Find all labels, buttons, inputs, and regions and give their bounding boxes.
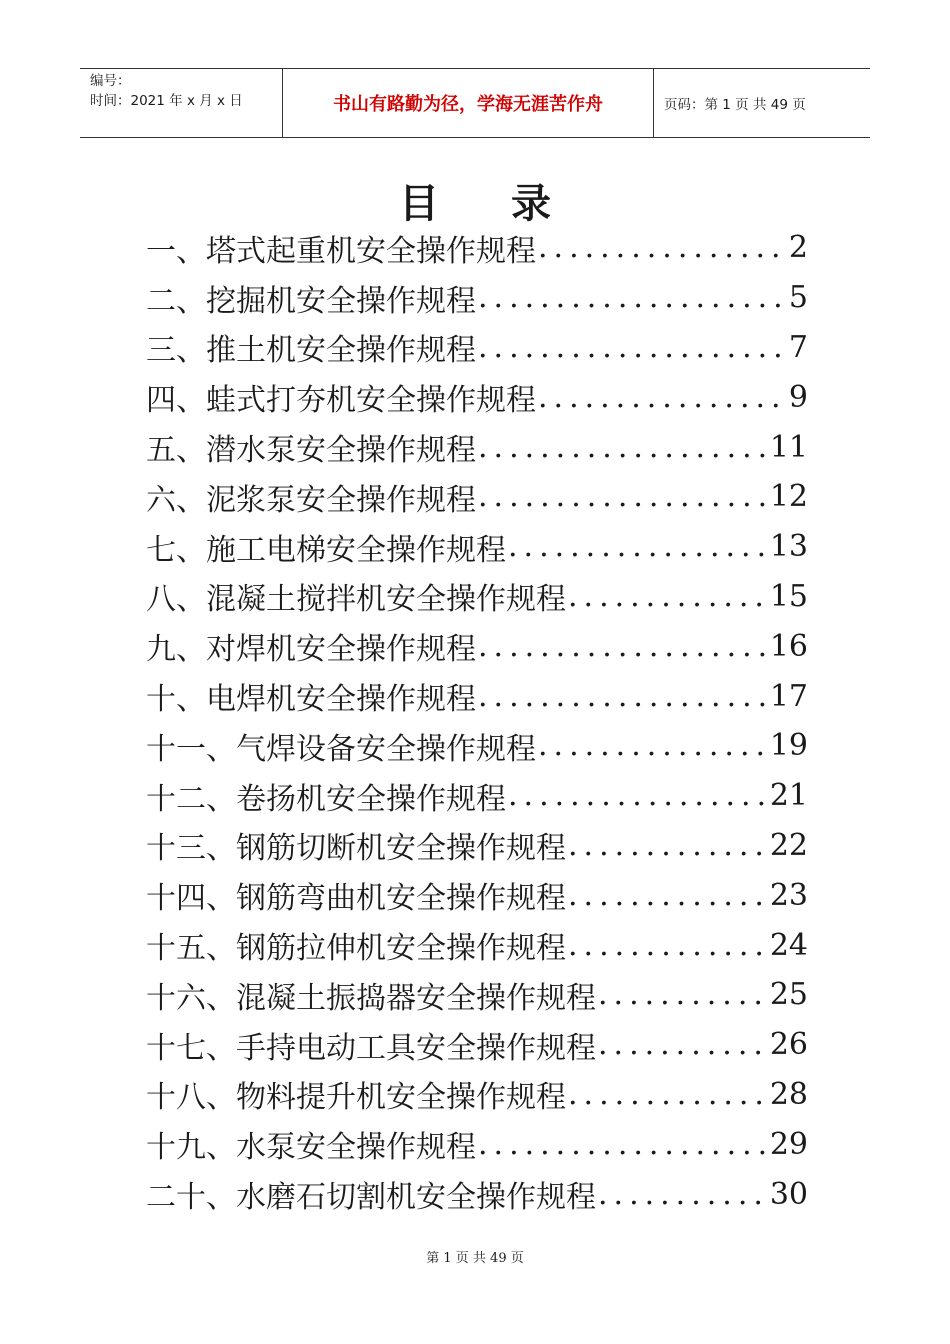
toc-entry-page-number: 25: [769, 977, 808, 1013]
toc-dot-leader: [566, 579, 768, 614]
toc-entry-title: 十四、钢筋弯曲机安全操作规程: [146, 881, 566, 917]
page-header: [80, 68, 870, 138]
document-date: 时间：2021 年 x 月 x 日: [90, 93, 243, 109]
toc-dot-leader: [536, 230, 787, 265]
toc-entry[interactable]: [146, 323, 808, 373]
toc-entry[interactable]: [146, 223, 808, 273]
toc-dot-leader: [506, 529, 768, 564]
table-of-contents: [146, 223, 808, 1219]
toc-dot-leader: [476, 679, 768, 714]
toc-dot-leader: [536, 380, 787, 415]
toc-entry-page-number: 12: [769, 479, 808, 515]
toc-entry-title: 十二、卷扬机安全操作规程: [146, 781, 506, 817]
toc-entry-title: 一、塔式起重机安全操作规程: [146, 233, 536, 269]
toc-entry[interactable]: [146, 771, 808, 821]
toc-entry-page-number: 9: [788, 379, 808, 415]
header-page-info: 页码：第 1 页 共 49 页: [664, 97, 806, 113]
toc-entry[interactable]: [146, 671, 808, 721]
toc-entry[interactable]: [146, 1020, 808, 1070]
toc-entry-title: 七、施工电梯安全操作规程: [146, 532, 506, 568]
toc-dot-leader: [566, 878, 768, 913]
toc-dot-leader: [506, 778, 768, 813]
toc-entry-page-number: 19: [769, 728, 808, 764]
toc-entry[interactable]: [146, 1169, 808, 1219]
toc-entry-title: 八、混凝土搅拌机安全操作规程: [146, 582, 566, 618]
toc-dot-leader: [566, 928, 768, 963]
toc-entry[interactable]: [146, 870, 808, 920]
toc-entry-title: 三、推土机安全操作规程: [146, 333, 476, 369]
toc-entry-page-number: 11: [769, 429, 808, 465]
toc-entry-title: 十一、气焊设备安全操作规程: [146, 731, 536, 767]
toc-entry[interactable]: [146, 970, 808, 1020]
toc-entry-page-number: 26: [769, 1027, 808, 1063]
toc-entry[interactable]: [146, 522, 808, 572]
title-part-1: 目: [399, 181, 439, 227]
toc-dot-leader: [476, 280, 787, 315]
toc-entry-page-number: 29: [769, 1126, 808, 1162]
header-meta: [80, 69, 282, 137]
toc-entry-title: 二、挖掘机安全操作规程: [146, 283, 476, 319]
toc-entry-page-number: 16: [769, 628, 808, 664]
toc-entry-title: 十五、钢筋拉伸机安全操作规程: [146, 931, 566, 967]
toc-dot-leader: [476, 479, 768, 514]
toc-entry-page-number: 28: [769, 1076, 808, 1112]
toc-entry-title: 十九、水泵安全操作规程: [146, 1130, 476, 1166]
toc-entry[interactable]: [146, 472, 808, 522]
toc-entry-page-number: 7: [788, 329, 808, 365]
toc-entry[interactable]: [146, 1070, 808, 1120]
toc-entry-page-number: 17: [769, 678, 808, 714]
toc-dot-leader: [476, 330, 787, 365]
toc-entry[interactable]: [146, 422, 808, 472]
toc-entry[interactable]: [146, 721, 808, 771]
toc-entry-page-number: 15: [769, 578, 808, 614]
toc-entry-page-number: 5: [788, 280, 808, 316]
toc-entry-title: 十六、混凝土振捣器安全操作规程: [146, 980, 596, 1016]
toc-entry-title: 四、蛙式打夯机安全操作规程: [146, 383, 536, 419]
toc-entry-page-number: 30: [769, 1176, 808, 1212]
toc-entry[interactable]: [146, 1119, 808, 1169]
toc-dot-leader: [476, 430, 768, 465]
title-part-2: 录: [511, 181, 551, 227]
toc-entry-title: 十七、手持电动工具安全操作规程: [146, 1030, 596, 1066]
toc-dot-leader: [596, 1027, 768, 1062]
toc-dot-leader: [566, 1077, 768, 1112]
toc-entry-title: 五、潜水泵安全操作规程: [146, 433, 476, 469]
toc-entry[interactable]: [146, 273, 808, 323]
toc-entry[interactable]: [146, 920, 808, 970]
toc-entry-page-number: 21: [769, 778, 808, 814]
toc-entry[interactable]: [146, 572, 808, 622]
toc-dot-leader: [596, 1177, 768, 1212]
toc-entry-title: 六、泥浆泵安全操作规程: [146, 482, 476, 518]
toc-entry[interactable]: [146, 621, 808, 671]
toc-entry-page-number: 22: [769, 827, 808, 863]
toc-entry-title: 二十、水磨石切割机安全操作规程: [146, 1180, 596, 1216]
toc-dot-leader: [566, 828, 768, 863]
toc-entry[interactable]: [146, 372, 808, 422]
toc-entry-title: 十三、钢筋切断机安全操作规程: [146, 831, 566, 867]
toc-entry-page-number: 24: [769, 927, 808, 963]
toc-entry-title: 十、电焊机安全操作规程: [146, 682, 476, 718]
toc-entry-page-number: 2: [788, 230, 808, 266]
toc-dot-leader: [596, 977, 768, 1012]
toc-dot-leader: [536, 728, 768, 763]
header-motto: 书山有路勤为径，学海无涯苦作舟: [282, 69, 654, 137]
page-title: [0, 172, 950, 229]
toc-dot-leader: [476, 629, 768, 664]
toc-entry-title: 十八、物料提升机安全操作规程: [146, 1080, 566, 1116]
toc-entry-title: 九、对焊机安全操作规程: [146, 632, 476, 668]
toc-dot-leader: [476, 1127, 768, 1162]
toc-entry-page-number: 23: [769, 877, 808, 913]
page-footer: 第 1 页 共 49 页: [426, 1251, 524, 1266]
toc-entry-page-number: 13: [769, 529, 808, 565]
document-number-label: 编号：: [90, 73, 131, 89]
toc-entry[interactable]: [146, 821, 808, 871]
